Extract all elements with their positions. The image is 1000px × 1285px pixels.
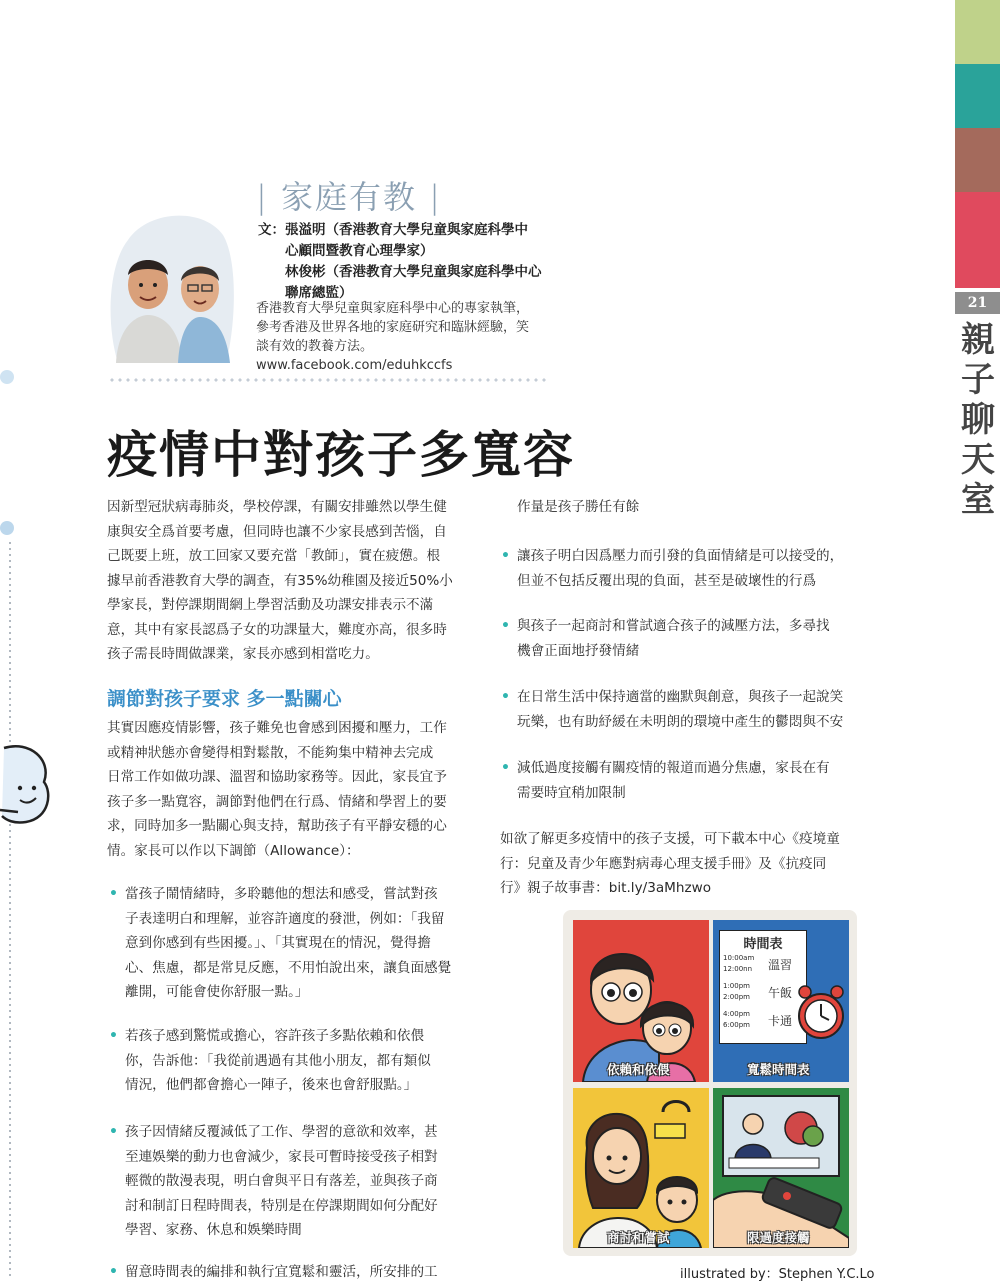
illustration-panel-discuss — [573, 1088, 709, 1248]
color-tab-teal — [955, 64, 1000, 128]
timetable-title: 時間表 — [743, 937, 783, 952]
article-headline: 疫情中對孩子多寬容 — [107, 425, 575, 484]
bullet-marker: • — [501, 548, 510, 564]
mother-child-icon — [573, 1088, 709, 1248]
author-line: 文：張溢明（香港教育大學兒童與家庭科學中 — [258, 222, 528, 238]
bullet-marker: • — [109, 1028, 118, 1044]
color-tab-red — [955, 192, 1000, 288]
bullet-item: • 留意時間表的編排和執行宜寬鬆和靈活，所安排的工 — [125, 1260, 470, 1285]
dotted-divider — [108, 378, 548, 382]
bullet-marker: • — [501, 760, 510, 776]
section-title-vertical: 親 子 聊 天 室 — [961, 320, 995, 520]
left-dotted-line — [9, 540, 11, 1280]
bullet-item: • 減低過度接觸有關疫情的報道而過分焦慮，家長在有 需要時宜稍加限制 — [517, 756, 867, 805]
bullet-marker: • — [501, 618, 510, 634]
bullet-marker: • — [109, 1124, 118, 1140]
timetable-row: 1:00pm 2:00pm 午飯 — [723, 982, 793, 1001]
body-paragraph: 其實因應疫情影響，孩子難免也會感到困擾和壓力，工作 或精神狀態亦會變得相對鬆散，不能夠集中精神去完成 日常工作如做功課、溫習和協助家務等。因此，家長宜予 孩子多一點寬容，調節對他們在行爲、情緒和學習上的要 求，同時加多一點關心與支持，幫助孩子有平靜安穩的心 情。家長可以作以下調節（Allowance）： — [107, 720, 447, 859]
column-name: | 家庭有教 | — [256, 178, 442, 216]
color-tab-brown — [955, 128, 1000, 192]
illustration-panel-hug — [573, 920, 709, 1082]
bullet-item: • 讓孩子明白因爲壓力而引發的負面情緒是可以接受的， 但並不包括反覆出現的負面，甚至是破壞性的行爲 — [517, 544, 867, 593]
timetable-row: 4:00pm 6:00pm 卡通 — [723, 1010, 793, 1029]
bullet-item: • 若孩子感到驚慌或擔心，容許孩子多點依賴和依偎 你，告訴他：「我從前遇過有其他小朋友，都有類似 情況，他們都會擔心一陣子，後來也會舒服點。」 — [125, 1024, 470, 1098]
decorative-dot — [0, 521, 14, 535]
author-line: 聯席總監） — [285, 285, 353, 301]
intro-paragraph: 因新型冠狀病毒肺炎，學校停課，有關安排雖然以學生健 康與安全爲首要考慮，但同時也讓不少家長感到苦惱，自 己既要上班，放工回家又要充當「教師」，實在疲憊。根 據早前香港教育大學的調查，有35%幼稚園及接近50%小 學家長，對停課期間網上學習活動及功課安排表示不滿 意，其中有家長認爲子女的功課量大，難度亦高，很多時 孩子需長時間做課業，家長亦感到相當吃力。 — [107, 499, 453, 662]
panel-label: 商討和嘗試 — [607, 1230, 670, 1245]
tv-remote-icon — [713, 1088, 849, 1248]
panel-label: 依賴和依偎 — [607, 1062, 670, 1077]
illustration-panel-timetable — [713, 920, 849, 1082]
parent-child-icon — [573, 920, 709, 1082]
author-photo — [108, 205, 238, 365]
bullet-item: • 在日常生活中保持適當的幽默與創意，與孩子一起說笑 玩樂，也有助紓緩在未明朗的環境中產生的鬱悶與不安 — [517, 685, 867, 734]
author-credits — [258, 220, 558, 304]
bullet-item: • 當孩子鬧情緒時，多聆聽他的想法和感受，嘗試對孩 子表達明白和理解，並容許適度的發泄，例如：「我留 意到你感到有些困擾。」、「其實現在的情況，覺得擔 心、焦慮，都是常見反應，不用怕說出來，讓負面感覺 離開，可能會使你舒服一點。」 — [125, 882, 470, 1005]
color-tab-green — [955, 0, 1000, 64]
author-line: 林俊彬（香港教育大學兒童與家庭科學中心 — [285, 264, 542, 280]
timetable-card — [719, 930, 807, 1044]
illustration — [563, 910, 857, 1256]
section-subheading: 調節對孩子要求 多一點關心 — [107, 688, 342, 710]
bullet-item: • 孩子因情緒反覆減低了工作、學習的意欲和效率，甚 至連娛樂的動力也會減少，家長可暫時接受孩子相對 輕微的散漫表現，明白會與平日有落差，並與孩子商 討和制訂日程時間表，特別是在停課期間如何分配好 學習、家務、休息和娛樂時間 — [125, 1120, 470, 1243]
bullet-marker: • — [109, 1264, 118, 1280]
illustration-credit: illustrated by：Stephen Y.C.Lo — [680, 1267, 875, 1282]
alarm-clock-icon — [795, 982, 847, 1044]
continued-text: 作量是孩子勝任有餘 — [517, 499, 640, 515]
column-description: 香港教育大學兒童與家庭科學中心的專家執筆， 參考香港及世界各地的家庭研究和臨牀經驗，笑 談有效的教養方法。www.facebook.com/eduhkccfs — [256, 301, 530, 373]
panel-label: 寬鬆時間表 — [747, 1062, 810, 1077]
bullet-marker: • — [109, 886, 118, 902]
bullet-item: • 與孩子一起商討和嘗試適合孩子的減壓方法，多尋找 機會正面地抒發情緒 — [517, 614, 867, 663]
page-number: 21 — [955, 292, 1000, 314]
mascot-icon — [0, 740, 60, 830]
decorative-dot — [0, 370, 14, 384]
panel-label: 限過度接觸 — [747, 1230, 810, 1245]
bullet-marker: • — [501, 689, 510, 705]
author-line: 心顧問暨教育心理學家） — [285, 243, 434, 259]
illustration-panel-news — [713, 1088, 849, 1248]
timetable-row: 10:00am 12:00nn 溫習 — [723, 954, 793, 973]
closing-paragraph: 如欲了解更多疫情中的孩子支援，可下載本中心《疫境童 行：兒童及青少年應對病毒心理支援手冊》及《抗疫同 行》親子故事書：bit.ly/3aMhzwo — [500, 831, 840, 896]
